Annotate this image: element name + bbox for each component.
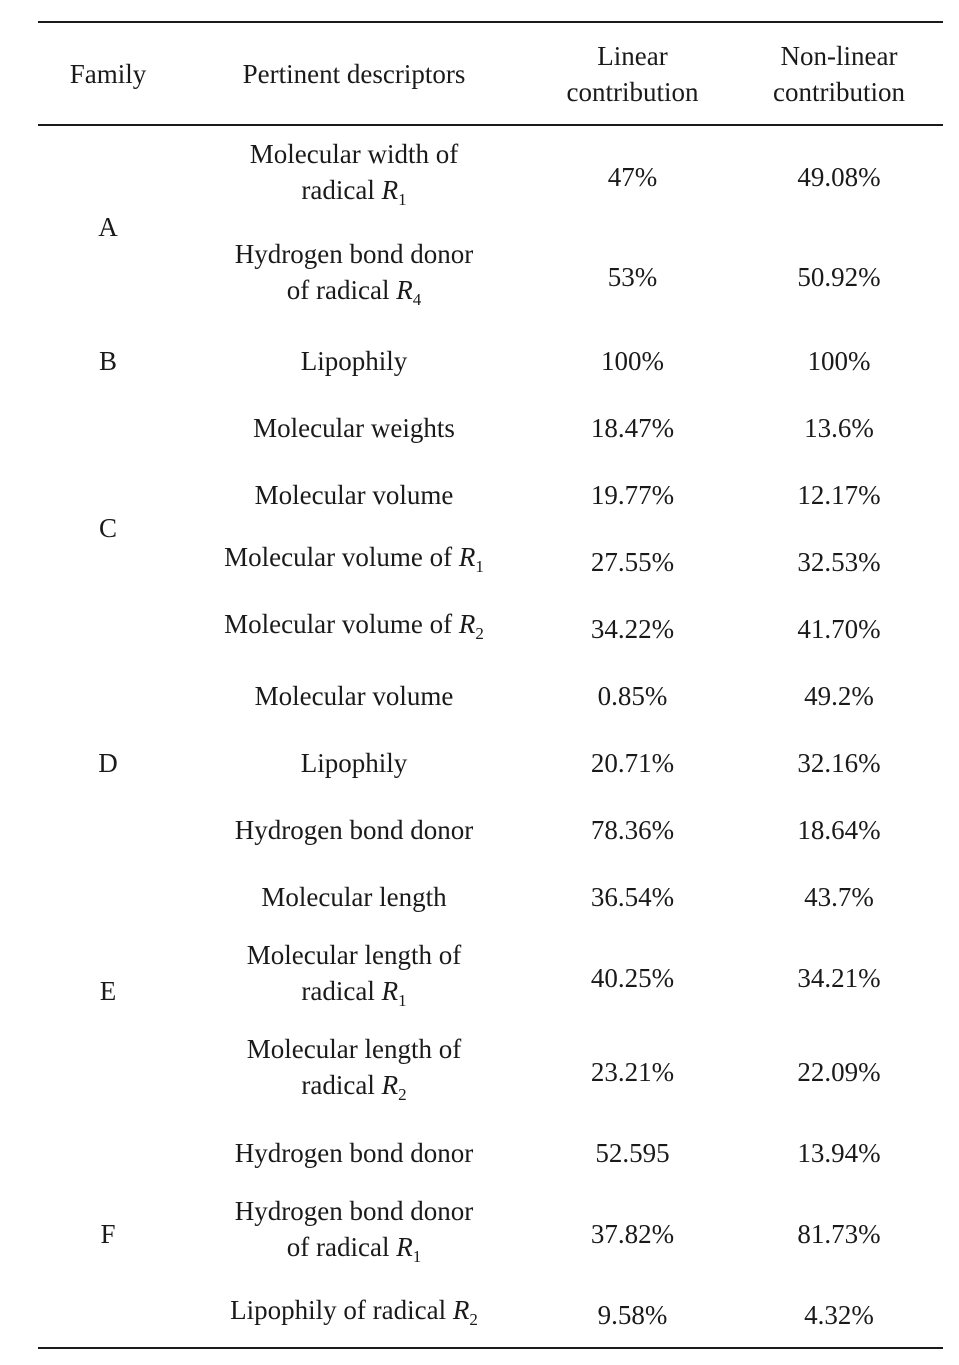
descriptor-text — [235, 1193, 473, 1275]
nonlinear-contribution-cell — [735, 960, 943, 996]
descriptor-text — [301, 343, 408, 379]
nonlinear-contribution-cell-text: 50.92% — [797, 262, 881, 292]
linear-contribution-cell — [530, 410, 735, 446]
nonlinear-contribution-cell — [735, 1216, 943, 1252]
descriptor-line: Hydrogen bond donor — [234, 1138, 474, 1168]
nonlinear-contribution-cell — [735, 879, 943, 915]
nonlinear-contribution-cell — [735, 343, 943, 379]
linear-contribution-cell — [530, 611, 735, 647]
nonlinear-contribution-cell-text: 41.70% — [797, 614, 881, 644]
radical-subscript: 1 — [398, 991, 407, 1010]
nonlinear-contribution-cell — [735, 410, 943, 446]
linear-contribution-cell — [530, 477, 735, 513]
descriptor-text — [224, 606, 484, 652]
nonlinear-contribution-cell — [735, 1135, 943, 1171]
descriptor-line: of radical — [286, 275, 397, 305]
descriptor-cell — [178, 1196, 530, 1272]
nonlinear-contribution-cell-text: 12.17% — [797, 480, 881, 510]
descriptor-text — [250, 136, 458, 218]
descriptor-line: radical — [301, 976, 382, 1006]
header-linear-line-2: contribution — [566, 77, 699, 107]
descriptor-line: Hydrogen bond donor — [234, 1196, 474, 1226]
linear-contribution-cell-text: 23.21% — [590, 1057, 675, 1087]
nonlinear-contribution-cell — [735, 812, 943, 848]
radical-symbol: R — [396, 275, 413, 305]
nonlinear-contribution-cell — [735, 611, 943, 647]
radical-subscript: 2 — [398, 1085, 407, 1104]
descriptor-cell — [178, 410, 530, 446]
descriptor-line: of radical — [286, 1232, 397, 1262]
nonlinear-contribution-cell — [735, 159, 943, 195]
descriptor-cell — [178, 343, 530, 379]
radical-symbol: R — [396, 1232, 413, 1262]
descriptor-cell — [178, 678, 530, 714]
radical-symbol: R — [458, 542, 476, 572]
radical-symbol: R — [452, 1295, 470, 1325]
descriptor-line: Molecular volume of — [224, 609, 459, 639]
nonlinear-contribution-cell — [735, 1054, 943, 1090]
descriptor-cell — [178, 139, 530, 215]
descriptor-cell — [178, 1135, 530, 1171]
descriptor-line: Lipophily of radical — [230, 1295, 453, 1325]
radical-subscript: 1 — [398, 190, 407, 209]
family-label-c-text: C — [98, 513, 117, 543]
nonlinear-contribution-cell-text: 49.08% — [797, 162, 881, 192]
nonlinear-contribution-cell — [735, 477, 943, 513]
descriptor-line: Molecular length of — [246, 940, 462, 970]
nonlinear-contribution-cell — [735, 678, 943, 714]
descriptor-line: Hydrogen bond donor — [234, 239, 474, 269]
nonlinear-contribution-cell-text: 34.21% — [797, 963, 881, 993]
header-pertinent-descriptors: Pertinent descriptors — [242, 59, 466, 89]
linear-contribution-cell — [530, 879, 735, 915]
linear-contribution-cell-text: 47% — [607, 162, 658, 192]
linear-contribution-cell — [530, 544, 735, 580]
linear-contribution-cell — [530, 1135, 735, 1171]
table-header-rule — [38, 124, 943, 126]
descriptor-text — [261, 879, 446, 915]
linear-contribution-cell-text: 52.595 — [595, 1138, 670, 1168]
linear-contribution-cell-text: 19.77% — [590, 480, 675, 510]
nonlinear-contribution-cell-text: 13.6% — [804, 413, 874, 443]
family-label-c — [38, 510, 178, 546]
descriptor-line: Molecular width of — [249, 139, 459, 169]
linear-contribution-cell-text: 18.47% — [590, 413, 675, 443]
family-label-f — [38, 1216, 178, 1252]
descriptor-line: radical — [301, 1070, 382, 1100]
descriptor-cell — [178, 940, 530, 1016]
nonlinear-contribution-cell — [735, 259, 943, 295]
family-label-a — [38, 209, 178, 245]
nonlinear-contribution-cell — [735, 1297, 943, 1333]
radical-symbol: R — [381, 976, 399, 1006]
descriptor-cell — [178, 879, 530, 915]
descriptor-line: Lipophily — [300, 346, 408, 376]
descriptor-line: Molecular length of — [246, 1034, 462, 1064]
nonlinear-contribution-cell-text: 22.09% — [797, 1057, 881, 1087]
header-linear-contribution — [530, 24, 735, 124]
descriptor-cell — [178, 812, 530, 848]
radical-subscript: 1 — [412, 1247, 422, 1266]
linear-contribution-cell-text: 40.25% — [590, 963, 675, 993]
radical-symbol: R — [381, 1070, 399, 1100]
descriptor-cell — [178, 1034, 530, 1110]
family-label-a-text: A — [98, 212, 118, 242]
descriptor-line: radical — [301, 175, 382, 205]
linear-contribution-cell — [530, 1054, 735, 1090]
linear-contribution-cell-text: 53% — [607, 262, 658, 292]
nonlinear-contribution-cell-text: 18.64% — [797, 815, 881, 845]
descriptor-text — [235, 812, 473, 848]
linear-contribution-cell-text: 27.55% — [590, 547, 675, 577]
radical-subscript: 2 — [469, 1310, 478, 1329]
family-label-d-text: D — [98, 748, 118, 778]
family-label-e — [38, 973, 178, 1009]
descriptor-text — [224, 539, 484, 585]
linear-contribution-cell-text: 100% — [601, 346, 664, 376]
header-linear-line-1: Linear — [597, 41, 668, 71]
header-nonlinear-contribution — [735, 24, 943, 124]
descriptor-cell — [178, 745, 530, 781]
nonlinear-contribution-cell — [735, 745, 943, 781]
radical-symbol: R — [458, 609, 476, 639]
header-nonlinear-line-1: Non-linear — [780, 41, 898, 71]
radical-subscript: 1 — [475, 557, 484, 576]
descriptor-text — [247, 1031, 461, 1113]
descriptor-line: Molecular volume — [254, 480, 454, 510]
table-bottom-rule — [38, 1347, 943, 1349]
linear-contribution-cell-text: 20.71% — [590, 748, 675, 778]
descriptor-cell — [178, 477, 530, 513]
descriptor-line: Lipophily — [300, 748, 408, 778]
descriptor-cell — [178, 1297, 530, 1333]
radical-subscript: 2 — [475, 624, 484, 643]
linear-contribution-cell-text: 37.82% — [590, 1219, 675, 1249]
descriptor-line: Molecular weights — [253, 413, 455, 443]
descriptor-text — [247, 937, 461, 1019]
descriptor-cell — [178, 239, 530, 315]
nonlinear-contribution-cell-text: 49.2% — [804, 681, 874, 711]
family-label-e-text: E — [99, 976, 117, 1006]
nonlinear-contribution-cell-text: 13.94% — [797, 1138, 881, 1168]
descriptor-text — [235, 1135, 473, 1171]
nonlinear-contribution-cell — [735, 544, 943, 580]
linear-contribution-cell — [530, 745, 735, 781]
descriptor-text — [301, 745, 408, 781]
family-label-f-text: F — [100, 1219, 116, 1249]
linear-contribution-cell-text: 36.54% — [590, 882, 675, 912]
descriptor-cell — [178, 544, 530, 580]
header-family: Family — [69, 59, 147, 89]
descriptor-line: Hydrogen bond donor — [234, 815, 474, 845]
descriptor-text — [235, 236, 473, 318]
descriptor-line: Molecular length — [261, 882, 447, 912]
header-nonlinear-line-2: contribution — [773, 77, 905, 107]
family-label-d — [38, 745, 178, 781]
linear-contribution-cell-text: 78.36% — [590, 815, 675, 845]
nonlinear-contribution-cell-text: 4.32% — [804, 1300, 874, 1330]
descriptor-text — [255, 477, 454, 513]
nonlinear-contribution-cell-text: 32.53% — [797, 547, 881, 577]
linear-contribution-cell — [530, 812, 735, 848]
radical-subscript: 4 — [412, 290, 422, 309]
linear-contribution-cell — [530, 1297, 735, 1333]
nonlinear-contribution-cell-text: 43.7% — [804, 882, 874, 912]
descriptor-text — [255, 678, 454, 714]
descriptor-line: Molecular volume — [254, 681, 454, 711]
nonlinear-contribution-cell-text: 81.73% — [797, 1219, 881, 1249]
linear-contribution-cell — [530, 259, 735, 295]
linear-contribution-cell — [530, 960, 735, 996]
linear-contribution-cell-text: 9.58% — [597, 1300, 668, 1330]
radical-symbol: R — [381, 175, 399, 205]
nonlinear-contribution-cell-text: 100% — [807, 346, 871, 376]
descriptor-line: Molecular volume of — [224, 542, 459, 572]
descriptor-cell — [178, 611, 530, 647]
linear-contribution-cell-text: 34.22% — [590, 614, 675, 644]
nonlinear-contribution-cell-text: 32.16% — [797, 748, 881, 778]
descriptor-text — [253, 410, 455, 446]
linear-contribution-cell — [530, 1216, 735, 1252]
descriptor-text — [230, 1292, 478, 1338]
linear-contribution-cell — [530, 678, 735, 714]
linear-contribution-cell — [530, 159, 735, 195]
table-top-rule — [38, 21, 943, 23]
family-label-b — [38, 343, 178, 379]
family-label-b-text: B — [98, 346, 117, 376]
linear-contribution-cell-text: 0.85% — [597, 681, 668, 711]
linear-contribution-cell — [530, 343, 735, 379]
